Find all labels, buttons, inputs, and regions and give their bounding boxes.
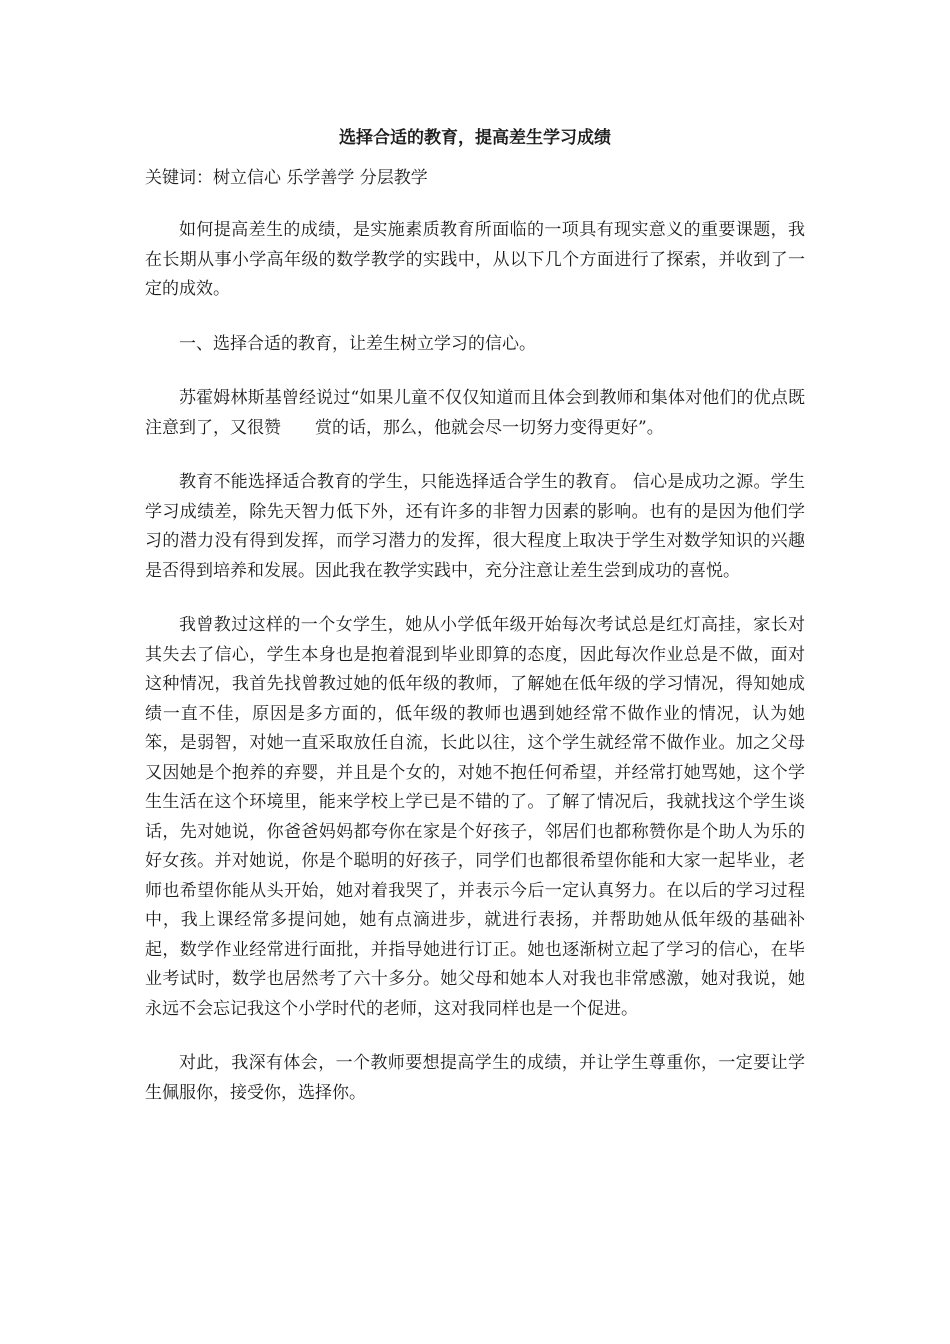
paragraph-intro: 如何提高差生的成绩，是实施素质教育所面临的一项具有现实意义的重要课题，我在长期从事小学高年级的数学教学的实践中，从以下几个方面进行了探索，并收到了一定的成效。 [145, 220, 805, 299]
paragraph-conclusion: 对此，我深有体会，一个教师要想提高学生的成绩，并让学生尊重你，一定要让学生佩服你，接受你，选择你。 [145, 1053, 805, 1103]
section-heading-1: 一、选择合适的教育，让差生树立学习的信心。 [179, 333, 536, 354]
paragraph-story: 我曾教过这样的一个女学生，她从小学低年级开始每次考试总是红灯高挂，家长对其失去了信心，学生本身也是抱着混到毕业即算的态度，因此每次作业总是不做，面对这种情况，我首先找曾教过她的低年级的教师，了解她在低年级的学习情况，得知她成绩一直不佳，原因是多方面的，低年级的教师也遇到她经常不做作业的情况，认为她笨，是弱智，对她一直采取放任自流，长此以往，这个学生就经常不做作业。加之父母又因她是个抱养的弃婴，并且是个女的，对她不抱任何希望，并经常打她骂她，这个学生生活在这个环境里，能来学校上学已是不错的了。了解了情况后，我就找这个学生谈话，先对她说，你爸爸妈妈都夸你在家是个好孩子，邻居们也都称赞你是个助人为乐的好女孩。并对她说，你是个聪明的好孩子，同学们也都很希望你能和大家一起毕业，老师也希望你能从头开始，她对着我哭了，并表示今后一定认真努力。在以后的学习过程中，我上课经常多提问她，她有点滴进步，就进行表扬，并帮助她从低年级的基础补起，数学作业经常进行面批，并指导她进行订正。她也逐渐树立起了学习的信心，在毕业考试时，数学也居然考了六十多分。她父母和她本人对我也非常感激，她对我说，她永远不会忘记我这个小学时代的老师，这对我同样也是一个促进。 [145, 615, 805, 1019]
paragraph-quote: 苏霍姆林斯基曾经说过“如果儿童不仅仅知道而且体会到教师和集体对他们的优点既注意到了，又很赞 赏的话，那么，他就会尽一切努力变得更好”。 [145, 388, 805, 438]
paragraph-education: 教育不能选择适合教育的学生，只能选择适合学生的教育。 信心是成功之源。学生学习成绩差，除先天智力低下外，还有许多的非智力因素的影响。也有的是因为他们学习的潜力没有得到发挥，而学习潜力的发挥，很大程度上取决于学生对数学知识的兴趣是否得到培养和发展。因此我在教学实践中，充分注意让差生尝到成功的喜悦。 [145, 472, 805, 581]
document-title: 选择合适的教育，提高差生学习成绩 [339, 128, 611, 148]
keywords-line: 关键词：树立信心 乐学善学 分层教学 [145, 168, 428, 188]
document-page [145, 118, 805, 1133]
